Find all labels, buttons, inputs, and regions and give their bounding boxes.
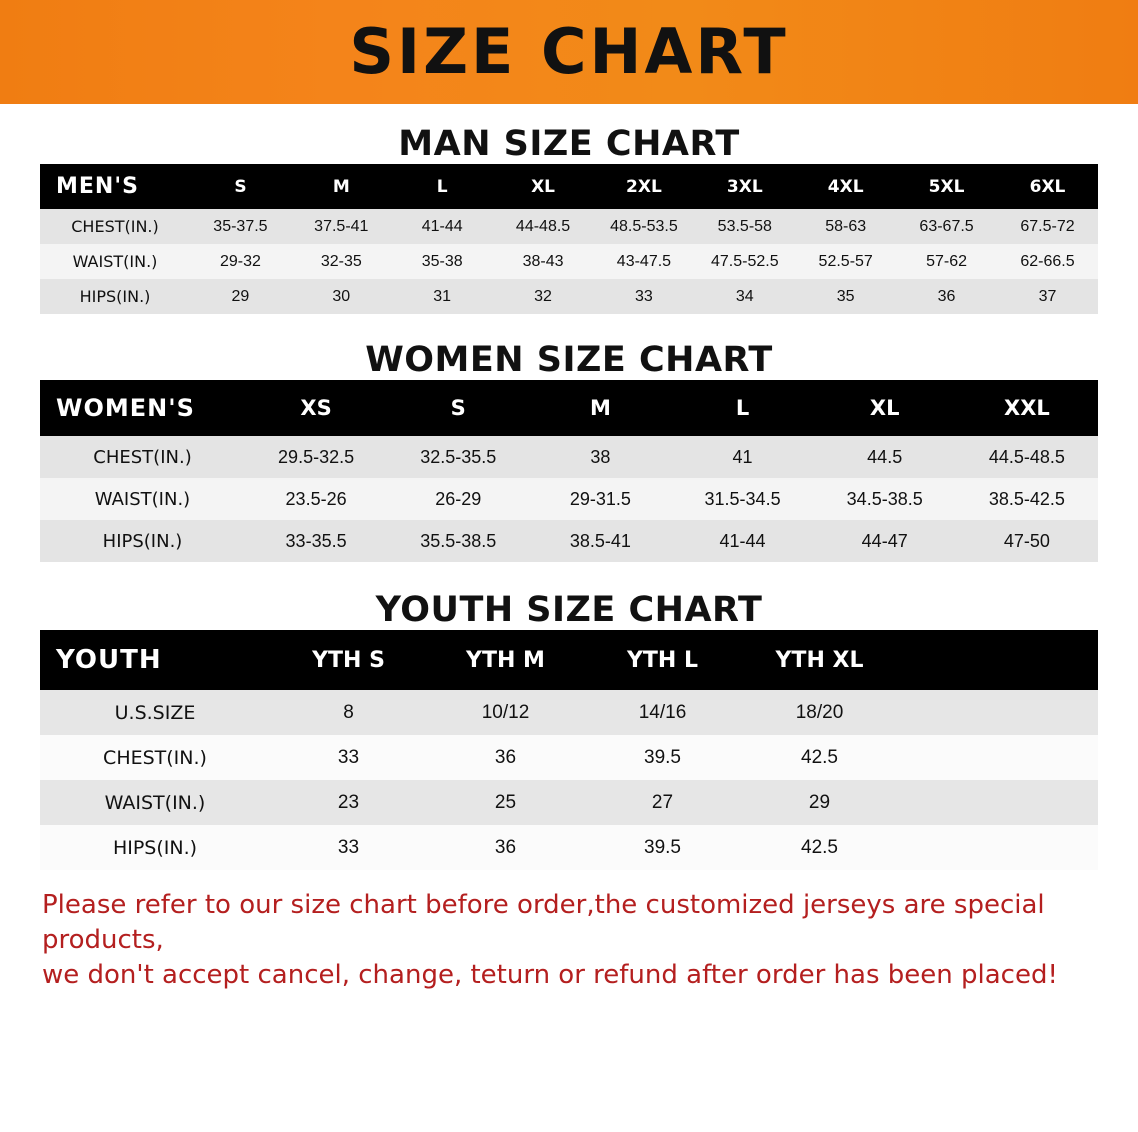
page-title: SIZE CHART [349, 15, 789, 88]
men-cell-2-8: 37 [1038, 287, 1057, 305]
youth-cell-0-3: 18/20 [795, 701, 844, 723]
men-cell-1-6: 52.5-57 [818, 252, 873, 270]
men-cell-1-7: 57-62 [926, 252, 968, 270]
youth-cell-2-3: 29 [808, 791, 831, 813]
table-row [40, 279, 1098, 314]
men-col-header-3: XL [531, 176, 556, 197]
women-row-label-0: CHEST(IN.) [93, 446, 192, 468]
men-col-header-4: 2XL [626, 176, 662, 197]
men-cell-1-3: 38-43 [522, 252, 564, 270]
table-row [40, 825, 1098, 870]
women-table-wrapper [0, 380, 1138, 562]
women-row-label-1: WAIST(IN.) [94, 488, 191, 510]
men-table-body [40, 209, 1098, 314]
table-header-row [40, 630, 1098, 690]
youth-row-label-2: WAIST(IN.) [104, 791, 206, 814]
youth-cell-2-2: 27 [651, 791, 674, 813]
men-col-header-8: 6XL [1029, 176, 1066, 197]
women-cell-2-0: 33-35.5 [285, 530, 347, 551]
youth-cell-1-3: 42.5 [801, 746, 838, 768]
youth-cell-0-2: 14/16 [638, 701, 687, 723]
women-cell-1-4: 34.5-38.5 [846, 488, 923, 509]
women-cell-0-2: 38 [590, 446, 611, 467]
youth-header-spacer [898, 630, 1098, 690]
women-cell-0-5: 44.5-48.5 [988, 446, 1065, 467]
men-cell-0-2: 41-44 [421, 217, 463, 235]
men-col-header-0: S [234, 176, 247, 197]
table-row [40, 735, 1098, 780]
men-cell-0-3: 44-48.5 [515, 217, 571, 235]
youth-cell-0-1: 10/12 [481, 701, 530, 723]
men-cell-1-5: 47.5-52.5 [711, 252, 779, 270]
women-cell-1-3: 31.5-34.5 [704, 488, 781, 509]
men-cell-1-1: 32-35 [320, 252, 362, 270]
women-size-table [40, 380, 1098, 562]
men-cell-1-8: 62-66.5 [1020, 252, 1075, 270]
youth-cell-3-0: 33 [337, 836, 360, 858]
youth-cell-3-2: 39.5 [644, 836, 681, 858]
women-cell-0-1: 32.5-35.5 [420, 446, 497, 467]
men-cell-2-6: 35 [836, 287, 855, 305]
youth-col-header-1: YTH M [466, 647, 545, 673]
youth-cell-1-1: 36 [494, 746, 517, 768]
men-col-header-6: 4XL [827, 176, 864, 197]
youth-section-title: YOUTH SIZE CHART [375, 590, 763, 630]
women-cell-0-4: 44.5 [867, 446, 903, 467]
women-cell-2-4: 44-47 [861, 530, 908, 551]
table-row [40, 780, 1098, 825]
youth-cell-spacer [898, 690, 1098, 735]
men-col-header-5: 3XL [726, 176, 763, 197]
men-cell-0-7: 63-67.5 [919, 217, 974, 235]
women-section-title: WOMEN SIZE CHART [365, 340, 773, 380]
women-col-header-5: XXL [1004, 396, 1050, 420]
women-cell-2-2: 38.5-41 [569, 530, 631, 551]
banner [0, 0, 1138, 104]
disclaimer-line-1: Please refer to our size chart before order,the customized jerseys are special products, [42, 890, 1045, 956]
women-col-header-1: S [450, 396, 466, 420]
women-cell-1-1: 26-29 [435, 488, 482, 509]
women-cell-2-1: 35.5-38.5 [420, 530, 497, 551]
women-table-header [40, 380, 1098, 436]
men-cell-0-0: 35-37.5 [213, 217, 268, 235]
men-cell-2-5: 34 [735, 287, 754, 305]
man-table-wrapper [0, 164, 1138, 314]
women-col-header-4: XL [869, 396, 900, 420]
youth-table-header [40, 630, 1098, 690]
youth-cell-spacer [898, 780, 1098, 825]
youth-size-table [40, 630, 1098, 870]
youth-col-header-2: YTH L [626, 647, 699, 673]
men-cell-2-3: 32 [534, 287, 552, 305]
men-cell-0-4: 48.5-53.5 [610, 217, 678, 235]
youth-row-label-3: HIPS(IN.) [112, 836, 198, 859]
men-col-header-1: M [332, 176, 350, 197]
disclaimer-line-2: we don't accept cancel, change, teturn or refund after order has been placed! [42, 960, 1058, 991]
youth-cell-spacer [898, 825, 1098, 870]
table-row [40, 244, 1098, 279]
men-size-table [40, 164, 1098, 314]
women-cell-0-3: 41 [732, 446, 753, 467]
disclaimer [0, 870, 1138, 993]
women-row-label-2: HIPS(IN.) [102, 530, 183, 552]
men-table-header [40, 164, 1098, 209]
youth-cell-2-0: 23 [337, 791, 360, 813]
men-cell-2-7: 36 [937, 287, 956, 305]
table-row [40, 690, 1098, 735]
women-col-header-3: L [735, 396, 750, 420]
men-row-label-header: MEN'S [56, 174, 139, 199]
table-row [40, 209, 1098, 244]
youth-cell-spacer [898, 735, 1098, 780]
table-header-row [40, 164, 1098, 209]
women-col-header-2: M [589, 396, 611, 420]
youth-cell-1-2: 39.5 [644, 746, 681, 768]
youth-cell-3-3: 42.5 [801, 836, 838, 858]
women-cell-2-3: 41-44 [719, 530, 766, 551]
men-cell-1-2: 35-38 [421, 252, 463, 270]
women-cell-1-2: 29-31.5 [569, 488, 631, 509]
men-col-header-7: 5XL [928, 176, 965, 197]
youth-col-header-3: YTH XL [775, 647, 864, 673]
youth-table-wrapper [0, 630, 1138, 870]
men-cell-1-4: 43-47.5 [616, 252, 672, 270]
women-cell-0-0: 29.5-32.5 [278, 446, 355, 467]
men-row-label-1: WAIST(IN.) [72, 252, 158, 271]
women-cell-2-5: 47-50 [1003, 530, 1050, 551]
youth-cell-2-1: 25 [494, 791, 517, 813]
men-cell-1-0: 29-32 [219, 252, 261, 270]
men-col-header-2: L [436, 176, 448, 197]
table-row [40, 520, 1098, 562]
men-cell-2-2: 31 [433, 287, 452, 305]
women-table-body [40, 436, 1098, 562]
women-col-header-0: XS [300, 396, 332, 420]
women-cell-1-5: 38.5-42.5 [988, 488, 1065, 509]
youth-cell-1-0: 33 [337, 746, 360, 768]
men-row-label-2: HIPS(IN.) [79, 287, 151, 306]
men-cell-0-5: 53.5-58 [717, 217, 772, 235]
men-cell-0-8: 67.5-72 [1020, 217, 1075, 235]
youth-row-label-header: YOUTH [56, 645, 162, 675]
man-section-title: MAN SIZE CHART [398, 124, 740, 164]
table-header-row [40, 380, 1098, 436]
men-cell-0-1: 37.5-41 [314, 217, 369, 235]
youth-cell-3-1: 36 [494, 836, 517, 858]
men-cell-2-1: 30 [332, 287, 351, 305]
youth-row-label-1: CHEST(IN.) [103, 746, 207, 769]
youth-cell-0-0: 8 [343, 701, 354, 723]
youth-col-header-0: YTH S [312, 647, 385, 673]
youth-row-label-0: U.S.SIZE [114, 701, 196, 724]
men-cell-0-6: 58-63 [825, 217, 867, 235]
table-row [40, 478, 1098, 520]
women-row-label-header: WOMEN'S [56, 394, 195, 422]
men-cell-2-0: 29 [231, 287, 250, 305]
men-row-label-0: CHEST(IN.) [71, 217, 159, 236]
youth-table-body [40, 690, 1098, 870]
table-row [40, 436, 1098, 478]
women-cell-1-0: 23.5-26 [285, 488, 347, 509]
men-cell-2-4: 33 [635, 287, 653, 305]
